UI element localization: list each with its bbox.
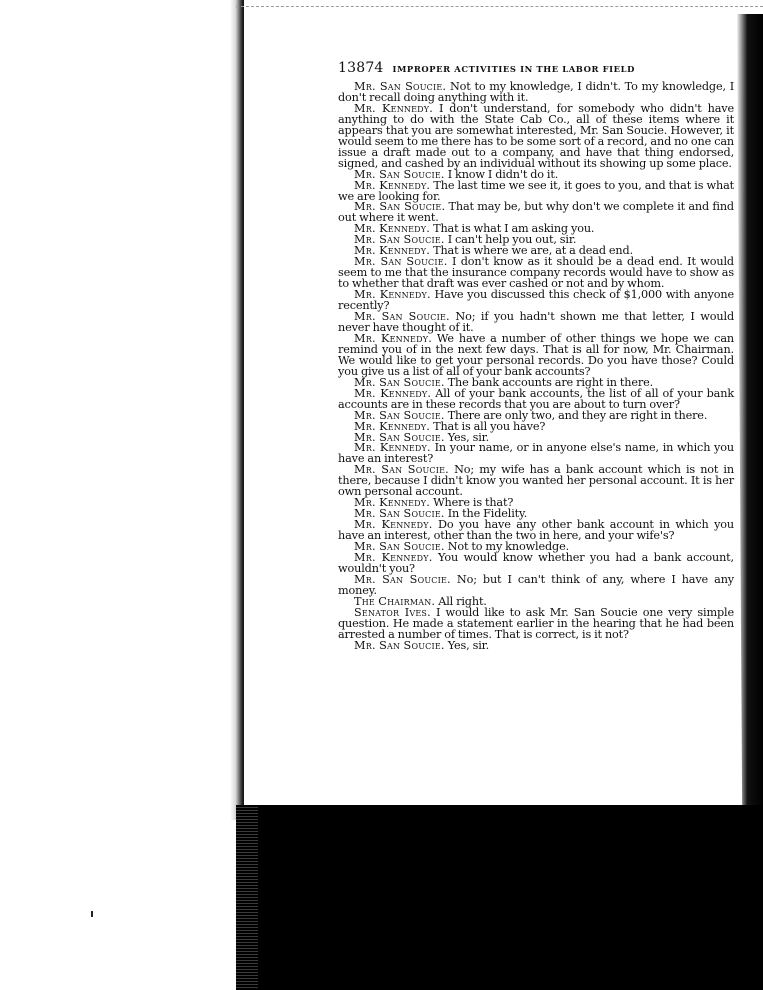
statement-text: That is where we are, at a dead end. — [433, 244, 634, 258]
statement-text: Have you discussed this check of $1,000 with anyone recently? — [338, 288, 734, 313]
testimony-paragraph — [338, 82, 734, 104]
testimony-paragraph — [338, 257, 734, 290]
testimony-paragraph — [338, 331, 734, 378]
page-gutter-shadow — [230, 0, 244, 820]
statement-text: You would know whether you had a bank account, wouldn't you? — [338, 550, 734, 575]
scan-right-edge — [737, 14, 763, 814]
testimony-paragraph — [338, 312, 734, 334]
testimony-paragraph — [338, 101, 734, 170]
speaker-name: Mr. San Soucie. — [354, 540, 445, 554]
page-number: 13874 — [338, 60, 384, 76]
speaker-name: Mr. San Soucie. — [354, 255, 448, 269]
statement-text: I know I didn't do it. — [447, 167, 559, 181]
statement-text: In the Fidelity. — [447, 507, 528, 521]
speaker-name: Mr. Kennedy. — [354, 178, 431, 192]
statement-text: Do you have any other bank account in which you have an interest, other than the two in here, and your wife's? — [338, 518, 734, 543]
speaker-name: Mr. San Soucie. — [354, 375, 445, 389]
statement-text: Where is that? — [433, 496, 514, 510]
speaker-name: Mr. San Soucie. — [354, 200, 446, 214]
statement-text: That may be, but why don't we complete it and find out where it went. — [338, 200, 734, 225]
speaker-name: Mr. San Soucie. — [354, 167, 445, 181]
statement-text: The last time we see it, it goes to you, and that is what we are looking for. — [338, 178, 734, 203]
testimony-paragraph — [338, 290, 734, 312]
speaker-name: Mr. Kennedy. — [354, 222, 431, 236]
testimony-paragraph — [338, 386, 734, 411]
scan-top-edge — [236, 0, 763, 7]
statement-text: In your name, or in anyone else's name, in which you have an interest? — [338, 441, 734, 466]
speaker-name: Senator Ives. — [354, 605, 431, 619]
speaker-name: Mr. Kennedy. — [354, 419, 431, 433]
testimony-paragraph — [338, 443, 734, 465]
statement-text: No; my wife has a bank account which is not in there, because I didn't know you wanted her personal account. It is her own personal account. — [338, 463, 734, 499]
speaker-name: Mr. Kennedy. — [354, 496, 431, 510]
running-head: IMPROPER ACTIVITIES IN THE LABOR FIELD — [392, 64, 635, 74]
statement-text: Yes, sir. — [447, 430, 490, 444]
testimony-paragraph — [338, 520, 734, 542]
testimony-paragraph — [338, 572, 735, 597]
statement-text: That is all you have? — [433, 419, 546, 433]
statement-text: I don't understand, for somebody who didn't have anything to do with the State Cab Co., all of these items where it appears that you are somewhat interested, Mr. San Soucie. However, it would seem to me there has to be some sort of a record, and no one can issue a draft made out to a company, and have that thing endorsed, signed, and cashed by an individual without its showing up some place. — [338, 101, 734, 170]
speaker-name: Mr. San Soucie. — [354, 572, 451, 586]
speaker-name: Mr. San Soucie. — [354, 408, 445, 422]
statement-text: Not to my knowledge, I didn't. To my knowledge, I don't recall doing anything with it. — [338, 80, 734, 104]
statement-text: Yes, sir. — [447, 638, 490, 652]
testimony-paragraph — [338, 605, 735, 641]
speaker-name: Mr. Kennedy. — [354, 441, 431, 455]
speaker-name: Mr. Kennedy. — [354, 288, 431, 302]
speaker-name: Mr. Kennedy. — [354, 550, 433, 564]
testimony-paragraph — [338, 638, 734, 652]
testimony-paragraph — [338, 202, 734, 224]
scan-speck — [91, 911, 93, 917]
speaker-name: Mr. San Soucie. — [354, 310, 450, 324]
scan-bottom-band — [236, 805, 763, 990]
transcript-body — [338, 82, 734, 652]
statement-text: Not to my knowledge. — [447, 540, 570, 554]
speaker-name: Mr. Kennedy. — [354, 101, 434, 115]
speaker-name: Mr. Kennedy. — [354, 386, 432, 400]
speaker-name: Mr. San Soucie. — [354, 638, 445, 652]
page-header — [338, 60, 734, 82]
speaker-name: Mr. San Soucie. — [354, 233, 445, 247]
statement-text: We have a number of other things we hope we can remind you of in the next few days. That is all for now, Mr. Chairman. We would like to get your personal records. Do you have those? Could you give us a list of all of your bank accounts? — [338, 331, 734, 378]
statement-text: That is what I am asking you. — [433, 222, 595, 236]
document-page — [338, 60, 734, 652]
speaker-name: Mr. Kennedy. — [354, 244, 431, 258]
statement-text: I can't help you out, sir. — [447, 233, 577, 247]
statement-text: The bank accounts are right in there. — [447, 375, 654, 389]
speaker-name: Mr. San Soucie. — [354, 80, 447, 93]
statement-text: There are only two, and they are right in there. — [447, 408, 708, 422]
testimony-paragraph — [338, 178, 734, 203]
statement-text: I don't know as it should be a dead end. It would seem to me that the insurance company records would have to show as to whether that draft was ever cashed or not and by whom. — [338, 255, 734, 291]
testimony-paragraph — [338, 550, 734, 575]
speaker-name: Mr. San Soucie. — [354, 507, 445, 521]
statement-text: I would like to ask Mr. San Soucie one very simple question. He made a statement earlier in the hearing that he had been arrested a number of times. That is correct, is it not? — [338, 605, 735, 641]
testimony-paragraph — [338, 465, 734, 498]
statement-text: No; if you hadn't shown me that letter, I would never have thought of it. — [338, 310, 734, 334]
statement-text: All of your bank accounts, the list of all of your bank accounts are in these records that you are about to turn over? — [338, 386, 734, 411]
speaker-name: Mr. Kennedy. — [354, 331, 432, 345]
speaker-name: Mr. San Soucie. — [354, 430, 445, 444]
statement-text: No; but I can't think of any, where I have any money. — [338, 572, 735, 597]
speaker-name: Mr. San Soucie. — [354, 463, 449, 477]
scan-left-margin — [0, 0, 236, 990]
speaker-name: Mr. Kennedy. — [354, 518, 433, 532]
scan-bottom-edge-texture — [236, 805, 258, 990]
statement-text: All right. — [438, 594, 487, 608]
speaker-name: The Chairman. — [354, 594, 436, 608]
